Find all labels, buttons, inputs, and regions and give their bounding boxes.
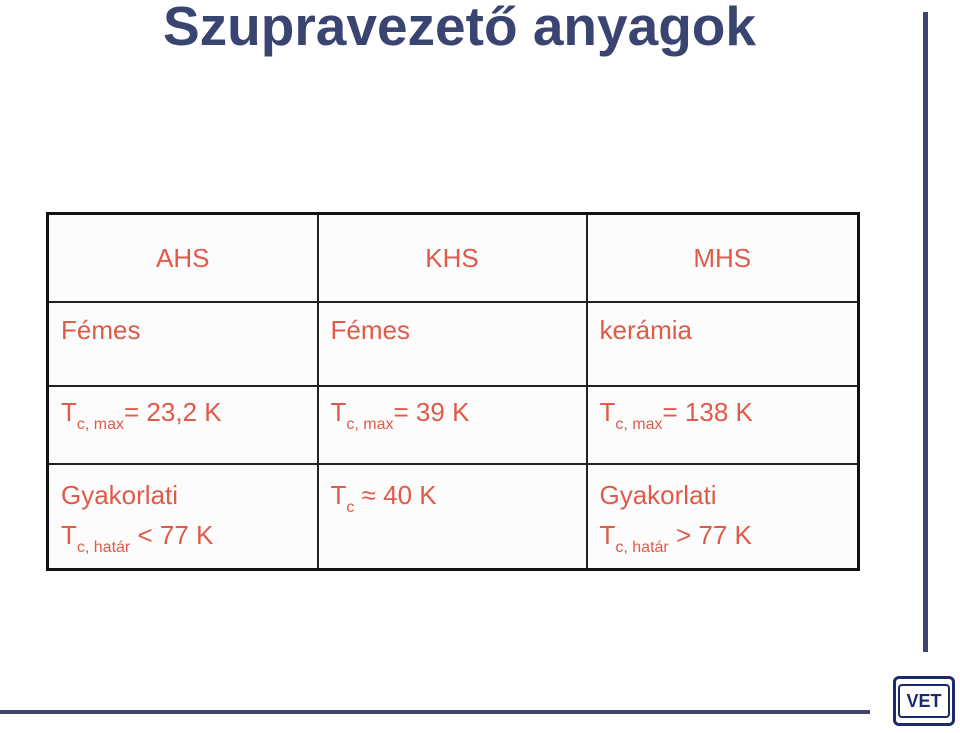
superconductor-table [46,212,860,571]
vertical-rule [923,12,928,652]
tcmax-ahs: $T_{c, max}= 23,2$ K [48,386,318,464]
material-khs: Fémes [318,302,587,386]
practical-ahs: Gyakorlati $T_{c, határ} < 77$ K [48,464,318,570]
horizontal-rule [0,710,870,714]
tcmax-khs: $T_{c, max}= 39$ K [318,386,587,464]
vet-logo-text: VET [898,684,950,718]
vet-logo [893,676,955,726]
practical-khs: $T_c \approx 40$ K [318,464,587,570]
practical-mhs: Gyakorlati $T_{c, határ} > 77$ K [587,464,859,570]
header-ahs: AHS [48,214,318,303]
slide-title: Szupravezető anyagok [163,0,756,57]
material-ahs: Fémes [48,302,318,386]
header-khs: KHS [318,214,587,303]
header-mhs: MHS [587,214,859,303]
material-mhs: kerámia [587,302,859,386]
tcmax-mhs: $T_{c, max}= 138$ K [587,386,859,464]
